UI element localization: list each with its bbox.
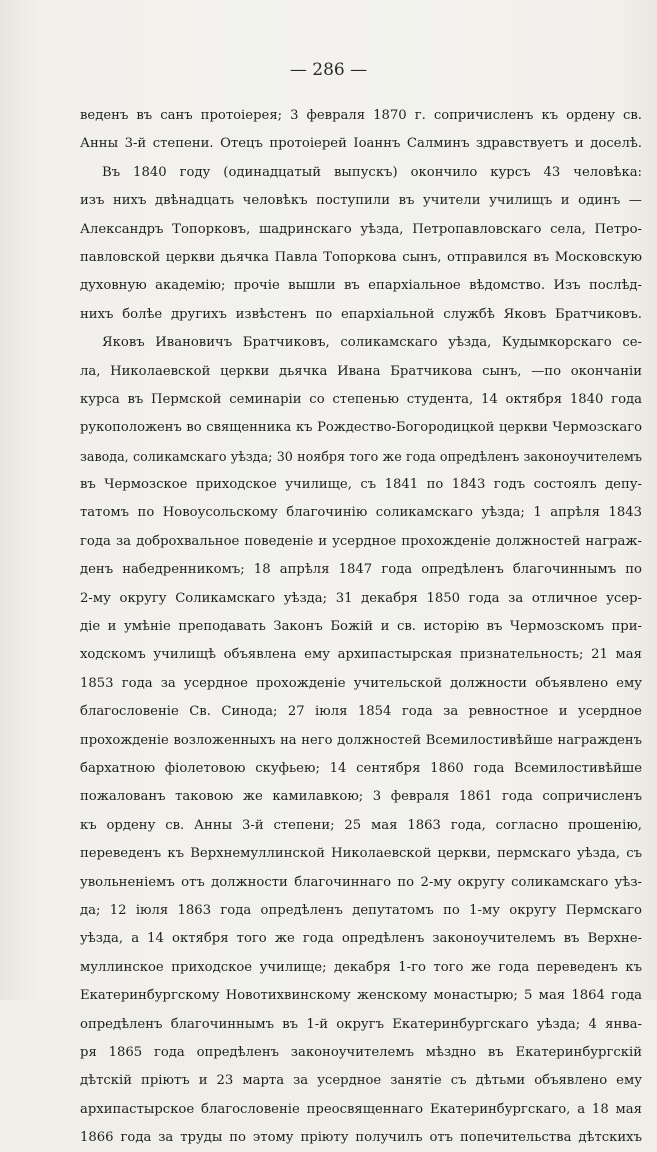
text-line: въ Чермозское приходское училище, съ 1841 по 1843 годъ состоялъ депу- bbox=[80, 477, 642, 493]
text-line: бархатною фіолетовою скуфьею; 14 сентября 1860 года Всемилостивѣйше bbox=[80, 760, 642, 776]
page-number: — 286 — bbox=[289, 60, 368, 80]
text-line: денъ набедренникомъ; 18 апрѣля 1847 года опредѣленъ благочиннымъ по bbox=[80, 562, 642, 578]
text-line: Яковъ Ивановичъ Братчиковъ, соликамскаго уѣзда, Кудымкорскаго се- bbox=[102, 335, 642, 351]
text-line: ря 1865 года опредѣленъ законоучителемъ мѣздно въ Екатеринбургскій bbox=[80, 1044, 642, 1060]
text-line: рукоположенъ во священника къ Рождество-Богородицкой церкви Чермозскаго bbox=[80, 420, 642, 436]
text-line: къ ордену св. Анны 3-й степени; 25 мая 1863 года, согласно прошенію, bbox=[80, 817, 642, 833]
text-line: ла, Николаевской церкви дьячка Ивана Братчикова сынъ, —по окончаніи bbox=[80, 363, 642, 379]
text-line: 2-му округу Соликамскаго уѣзда; 31 декабря 1850 года за отличное усер- bbox=[80, 590, 642, 606]
text-line: дѣтскій пріютъ и 23 марта за усердное занятіе съ дѣтьми объявлено ему bbox=[80, 1073, 642, 1089]
text-line: діе и умѣніе преподавать Законъ Божій и св. исторію въ Чермозскомъ при- bbox=[80, 619, 642, 635]
text-line: да; 12 іюля 1863 года опредѣленъ депутатомъ по 1-му округу Пермскаго bbox=[80, 902, 642, 918]
text-line: пожалованъ таковою же камилавкою; 3 февраля 1861 года сопричисленъ bbox=[80, 789, 642, 805]
text-line: прохожденіе возложенныхъ на него должностей Всемилостивѣйше награжденъ bbox=[80, 732, 642, 748]
text-line: 1853 года за усердное прохожденіе учительской должности объявлено ему bbox=[80, 675, 642, 691]
text-line: благословеніе Св. Синода; 27 іюля 1854 года за ревностное и усердное bbox=[80, 704, 642, 720]
text-line: Анны 3-й степени. Отецъ протоіерей Іоаннъ Салминъ здравствуетъ и доселѣ. bbox=[80, 136, 642, 152]
text-line: изъ нихъ двѣнадцать человѣкъ поступили въ учители училищъ и одинъ — bbox=[80, 193, 642, 209]
text-line: веденъ въ санъ протоіерея; 3 февраля 1870 г. сопричисленъ къ ордену св. bbox=[80, 108, 642, 123]
text-line: духовную академію; прочіе вышли въ епархіальное вѣдомство. Изъ послѣд- bbox=[80, 278, 642, 294]
text-line: переведенъ къ Верхнемуллинской Николаевской церкви, пермскаго уѣзда, съ bbox=[80, 846, 642, 862]
text-line: нихъ болѣе другихъ извѣстенъ по епархіальной службѣ Яковъ Братчиковъ. bbox=[80, 306, 642, 322]
text-line: муллинское приходское училище; декабря 1-го того же года переведенъ къ bbox=[80, 959, 642, 975]
text-line: опредѣленъ благочиннымъ въ 1-й округъ Екатеринбургскаго уѣзда; 4 янва- bbox=[80, 1016, 642, 1032]
body-text bbox=[80, 102, 642, 1152]
text-line: уѣзда, а 14 октября того же года опредѣленъ законоучителемъ въ Верхне- bbox=[80, 931, 642, 947]
text-line: увольненіемъ отъ должности благочиннаго по 2-му округу соликамскаго уѣз- bbox=[80, 874, 642, 890]
text-line: павловской церкви дьячка Павла Топоркова сынъ, отправился въ Московскую bbox=[80, 249, 642, 265]
text-line: татомъ по Новоусольскому благочинію соликамскаго уѣзда; 1 апрѣля 1843 bbox=[80, 505, 642, 521]
text-line: 1866 года за труды по этому пріюту получилъ отъ попечительства дѣтскихъ bbox=[80, 1130, 642, 1146]
text-line: года за доброхвальное поведеніе и усердное прохожденіе должностей награж- bbox=[80, 533, 642, 549]
text-line: ходскомъ училищѣ объявлена ему архипастырская признательность; 21 мая bbox=[80, 647, 642, 663]
text-line: Въ 1840 году (одинадцатый выпускъ) окончило курсъ 43 человѣка: bbox=[102, 164, 642, 180]
text-line: курса въ Пермской семинаріи со степенью студента, 14 октября 1840 года bbox=[80, 391, 642, 407]
text-line: Екатеринбургскому Новотихвинскому женскому монастырю; 5 мая 1864 года bbox=[80, 988, 642, 1004]
text-line: Александръ Топорковъ, шадринскаго уѣзда, Петропавловскаго села, Петро- bbox=[80, 221, 642, 237]
text-line: архипастырское благословеніе преосвященнаго Екатеринбургскаго, а 18 мая bbox=[80, 1101, 642, 1117]
text-line: завода, соликамскаго уѣзда; 30 ноября того же года опредѣленъ законоучителемъ bbox=[80, 448, 642, 464]
